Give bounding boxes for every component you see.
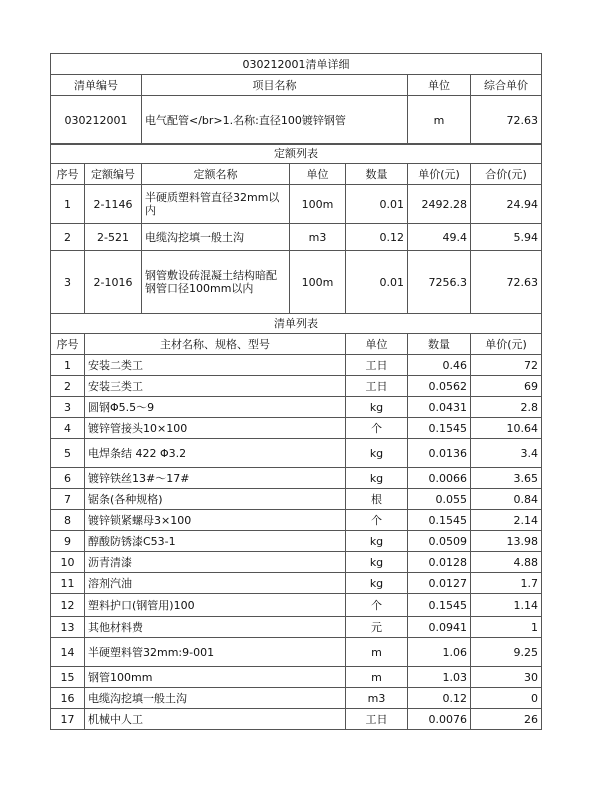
material-qty: 0.0562 [408,376,471,397]
material-price: 69 [471,376,542,397]
material-name: 安装二类工 [85,355,346,376]
material-row [51,510,542,531]
material-qty: 0.0431 [408,397,471,418]
material-qty: 0.0128 [408,552,471,573]
material-price: 2.8 [471,397,542,418]
material-qty: 1.06 [408,638,471,667]
material-row [51,617,542,638]
material-row [51,594,542,617]
material-no: 15 [51,667,85,688]
quota-section-title: 定额列表 [51,144,542,164]
quota-section [51,144,542,314]
quota-col-name: 定额名称 [142,164,290,185]
material-unit: 个 [346,418,408,439]
material-price: 13.98 [471,531,542,552]
material-row [51,531,542,552]
quota-qty: 0.12 [346,224,408,251]
material-price: 1.14 [471,594,542,617]
material-qty: 0.12 [408,688,471,709]
quota-total: 5.94 [471,224,542,251]
quota-row [51,224,542,251]
material-price: 10.64 [471,418,542,439]
quota-qty: 0.01 [346,251,408,314]
material-row [51,667,542,688]
material-unit: m [346,638,408,667]
material-qty: 0.0076 [408,709,471,730]
material-row [51,489,542,510]
material-price: 3.4 [471,439,542,468]
material-no: 14 [51,638,85,667]
material-no: 3 [51,397,85,418]
material-unit: 工日 [346,376,408,397]
material-name: 圆钢Φ5.5～9 [85,397,346,418]
quota-col-qty: 数量 [346,164,408,185]
material-no: 9 [51,531,85,552]
material-row [51,418,542,439]
material-unit: 工日 [346,709,408,730]
material-qty: 0.0136 [408,439,471,468]
code-header: 清单编号 [51,75,142,96]
material-unit: m3 [346,688,408,709]
material-unit: kg [346,531,408,552]
material-name: 镀锌管接头10×100 [85,418,346,439]
material-name: 锯条(各种规格) [85,489,346,510]
material-qty: 0.1545 [408,594,471,617]
quota-col-price: 单价(元) [408,164,471,185]
material-no: 8 [51,510,85,531]
material-row [51,573,542,594]
quota-no: 2 [51,224,85,251]
material-qty: 0.0127 [408,573,471,594]
material-name: 机械中人工 [85,709,346,730]
price-header: 综合单价 [471,75,542,96]
mat-col-qty: 数量 [408,334,471,355]
material-name: 电缆沟挖填一般土沟 [85,688,346,709]
material-name: 镀锌铁丝13#～17# [85,468,346,489]
item-unit: m [408,96,471,145]
quota-col-code: 定额编号 [85,164,142,185]
item-price: 72.63 [471,96,542,145]
quota-qty: 0.01 [346,185,408,224]
material-price: 72 [471,355,542,376]
page-title: 030212001清单详细 [51,54,542,75]
material-qty: 0.0941 [408,617,471,638]
material-unit: 元 [346,617,408,638]
material-name: 其他材料费 [85,617,346,638]
material-row [51,439,542,468]
material-name: 醇酸防锈漆C53-1 [85,531,346,552]
material-no: 1 [51,355,85,376]
material-no: 17 [51,709,85,730]
material-row [51,688,542,709]
material-name: 沥青清漆 [85,552,346,573]
material-unit: kg [346,397,408,418]
material-row [51,355,542,376]
quota-code: 2-521 [85,224,142,251]
material-no: 13 [51,617,85,638]
material-unit: m [346,667,408,688]
material-price: 3.65 [471,468,542,489]
material-price: 0 [471,688,542,709]
material-unit: kg [346,552,408,573]
quota-price: 2492.28 [408,185,471,224]
material-no: 12 [51,594,85,617]
material-qty: 0.1545 [408,510,471,531]
quota-row [51,251,542,314]
quota-col-no: 序号 [51,164,85,185]
material-row [51,468,542,489]
material-price: 1 [471,617,542,638]
material-name: 塑料护口(钢管用)100 [85,594,346,617]
quota-unit: m3 [290,224,346,251]
detail-table [50,143,542,730]
material-unit: kg [346,468,408,489]
item-name: 电气配管</br>1.名称:直径100镀锌钢管 [142,96,408,145]
material-no: 4 [51,418,85,439]
material-no: 2 [51,376,85,397]
material-price: 0.84 [471,489,542,510]
materials-section [51,314,542,730]
material-qty: 1.03 [408,667,471,688]
material-unit: kg [346,573,408,594]
quota-code: 2-1146 [85,185,142,224]
material-qty: 0.0066 [408,468,471,489]
quota-unit: 100m [290,251,346,314]
material-price: 1.7 [471,573,542,594]
material-qty: 0.1545 [408,418,471,439]
material-unit: kg [346,439,408,468]
material-no: 16 [51,688,85,709]
summary-table [50,53,542,145]
quota-unit: 100m [290,185,346,224]
material-row [51,552,542,573]
quota-no: 1 [51,185,85,224]
material-row [51,397,542,418]
unit-header: 单位 [408,75,471,96]
material-qty: 0.46 [408,355,471,376]
quota-row [51,185,542,224]
material-name: 钢管100mm [85,667,346,688]
mat-col-price: 单价(元) [471,334,542,355]
material-no: 5 [51,439,85,468]
quota-total: 72.63 [471,251,542,314]
quota-price: 49.4 [408,224,471,251]
material-qty: 0.055 [408,489,471,510]
material-price: 9.25 [471,638,542,667]
quota-name: 电缆沟挖填一般土沟 [142,224,290,251]
material-no: 10 [51,552,85,573]
material-no: 11 [51,573,85,594]
item-code: 030212001 [51,96,142,145]
quota-name: 半硬质塑料管直径32mm以内 [142,185,290,224]
quota-name: 钢管敷设砖混凝土结构暗配钢管口径100mm以内 [142,251,290,314]
quota-col-total: 合价(元) [471,164,542,185]
material-price: 26 [471,709,542,730]
material-unit: 个 [346,594,408,617]
material-name: 安装三类工 [85,376,346,397]
material-price: 30 [471,667,542,688]
name-header: 项目名称 [142,75,408,96]
materials-section-title: 清单列表 [51,314,542,334]
material-price: 4.88 [471,552,542,573]
mat-col-unit: 单位 [346,334,408,355]
material-row [51,376,542,397]
material-qty: 0.0509 [408,531,471,552]
quota-price: 7256.3 [408,251,471,314]
mat-col-name: 主材名称、规格、型号 [85,334,346,355]
material-name: 半硬塑料管32mm:9-001 [85,638,346,667]
material-unit: 根 [346,489,408,510]
material-price: 2.14 [471,510,542,531]
quota-total: 24.94 [471,185,542,224]
quota-col-unit: 单位 [290,164,346,185]
material-unit: 工日 [346,355,408,376]
material-name: 镀锌锁紧螺母3×100 [85,510,346,531]
material-name: 溶剂汽油 [85,573,346,594]
quota-code: 2-1016 [85,251,142,314]
material-row [51,638,542,667]
material-no: 7 [51,489,85,510]
material-row [51,709,542,730]
material-unit: 个 [346,510,408,531]
material-name: 电焊条结 422 Φ3.2 [85,439,346,468]
quota-no: 3 [51,251,85,314]
material-no: 6 [51,468,85,489]
mat-col-no: 序号 [51,334,85,355]
